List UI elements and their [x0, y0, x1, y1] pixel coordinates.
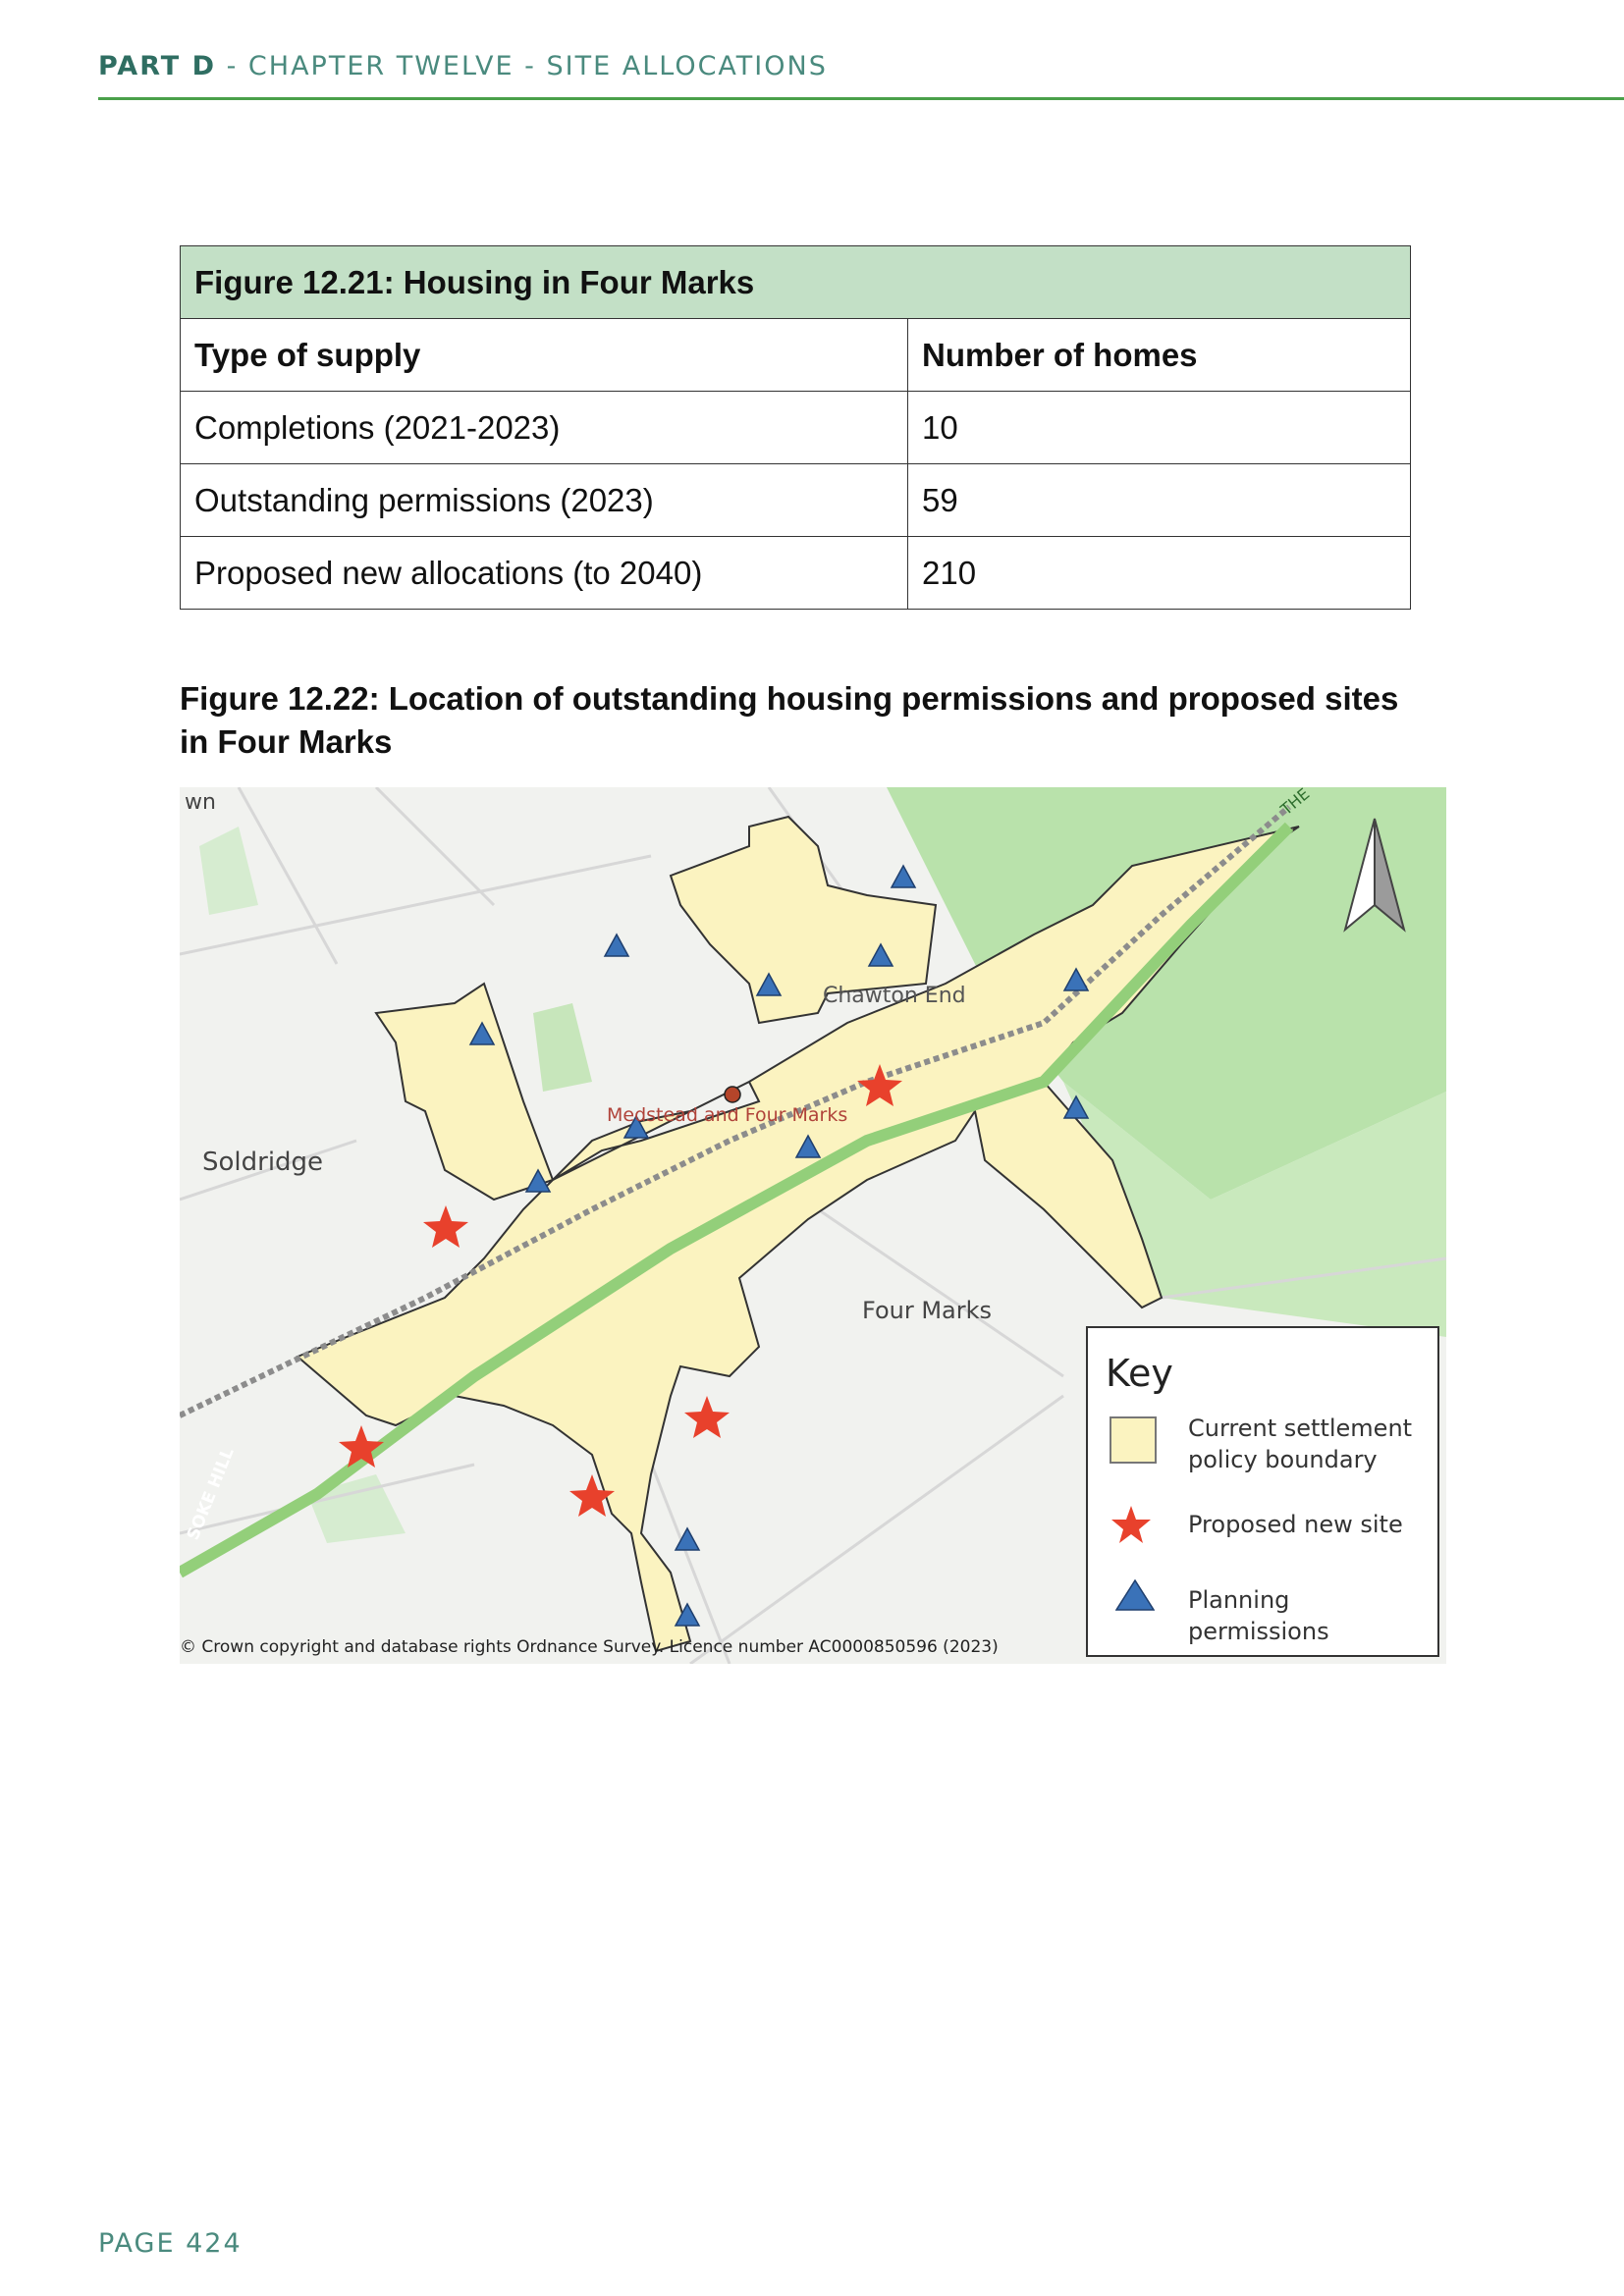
station-marker	[725, 1087, 740, 1102]
row-value: 59	[908, 464, 1411, 537]
key-title: Key	[1106, 1352, 1173, 1395]
column-header-type: Type of supply	[181, 319, 908, 392]
row-value: 10	[908, 392, 1411, 464]
place-label-wn: wn	[185, 790, 216, 815]
map-key	[1086, 1326, 1439, 1657]
location-map	[180, 783, 1446, 1664]
figure-caption: Figure 12.22: Location of outstanding housing permissions and proposed sites in Four Marks	[180, 680, 1399, 760]
key-label-boundary: Current settlement policy boundary	[1188, 1415, 1413, 1473]
place-label-soldridge: Soldridge	[202, 1148, 324, 1177]
row-value: 210	[908, 537, 1411, 610]
proposed-site-star	[423, 1205, 468, 1248]
road-label-the: THE	[1276, 783, 1314, 820]
place-label-four-marks: Four Marks	[862, 1297, 993, 1324]
green-area	[199, 827, 258, 915]
row-label: Outstanding permissions (2023)	[181, 464, 908, 537]
green-area	[533, 1003, 592, 1092]
boundary-swatch	[1110, 1416, 1157, 1464]
key-label-permissions: Planning permissions	[1188, 1586, 1329, 1645]
table-title-row	[181, 246, 1411, 319]
row-label: Proposed new allocations (to 2040)	[181, 537, 908, 610]
table-title: Figure 12.21: Housing in Four Marks	[181, 246, 1411, 319]
table-row	[181, 392, 1411, 464]
part-label: PART D	[98, 51, 217, 81]
star-icon	[1111, 1505, 1151, 1544]
column-header-homes: Number of homes	[908, 319, 1411, 392]
row-label: Completions (2021-2023)	[181, 392, 908, 464]
header-divider	[98, 97, 1624, 100]
triangle-icon	[1115, 1579, 1155, 1611]
place-label-chawton-end: Chawton End	[823, 984, 966, 1008]
table-row	[181, 464, 1411, 537]
chapter-label: - CHAPTER TWELVE - SITE ALLOCATIONS	[216, 51, 828, 81]
map-copyright: © Crown copyright and database rights Ordnance Survey. Licence number AC0000850596 (2023)	[180, 1637, 999, 1657]
table-row	[181, 537, 1411, 610]
page-header	[98, 51, 828, 81]
permission-triangle	[605, 934, 628, 956]
road-label-soke-hill: SOKE HILL	[183, 1445, 239, 1543]
key-label-proposed: Proposed new site	[1188, 1511, 1403, 1538]
table-header-row	[181, 319, 1411, 392]
place-label-medstead: Medstead and Four Marks	[607, 1104, 848, 1126]
page-number: PAGE 424	[98, 2228, 243, 2259]
housing-table	[180, 245, 1411, 610]
permission-triangle	[892, 866, 915, 887]
proposed-site-star	[684, 1396, 730, 1438]
